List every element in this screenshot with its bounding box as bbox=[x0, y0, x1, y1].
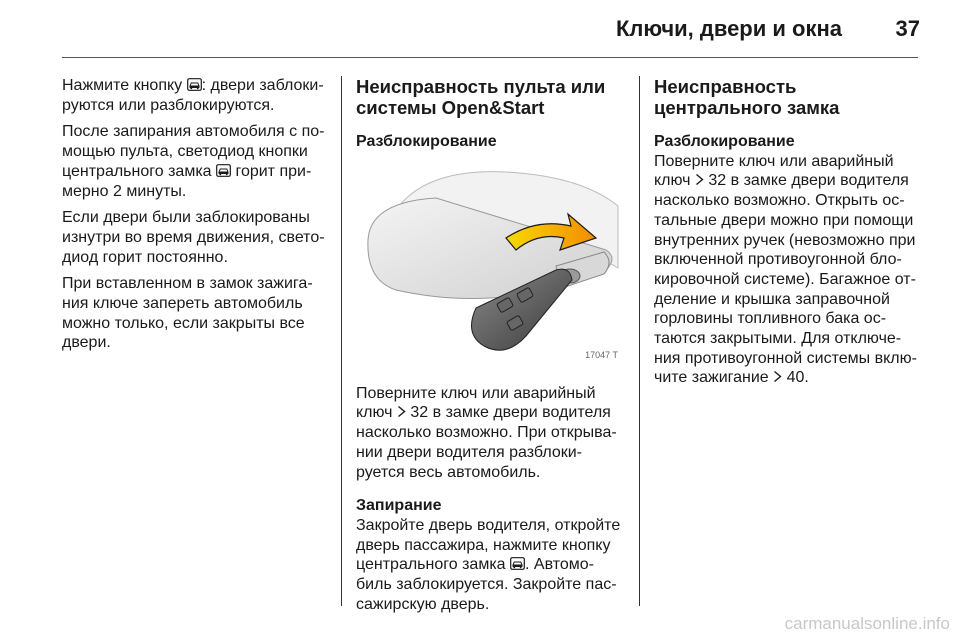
text-run: Закройте дверь водителя, откройте дверь пассажира, нажмите кнопку центрального замка bbox=[356, 516, 621, 574]
column-divider bbox=[639, 76, 640, 606]
text-run: : двери заблоки-руются или разблокируются. bbox=[62, 77, 324, 114]
text-run: . Автомо-биль заблокируется. Закройте пас-сажирскую дверь. bbox=[356, 556, 617, 613]
column-2 bbox=[356, 76, 626, 621]
header-rule bbox=[62, 57, 918, 58]
watermark: carmanualsonline.info bbox=[784, 614, 950, 633]
page-header-title: Ключи, двери и окна bbox=[616, 16, 842, 41]
paragraph bbox=[356, 384, 626, 483]
paragraph: При вставленном в замок зажига-ния ключе запереть автомобиль можно только, если закрыты все двери. bbox=[62, 275, 313, 352]
section-heading: Неисправность пульта или системы Open&Start bbox=[356, 76, 606, 118]
subheading: Разблокирование bbox=[356, 133, 497, 150]
figure-code: 17047 T bbox=[585, 350, 618, 360]
text-run: 32 в замке двери водителя насколько возможно. Открыть ос-тальные двери можно при помощи внутренних ручек (невозможно при включенной противоугонной бло-кировочной системе). Багажное от-деление и крышка заправочной горловины топливного бака ос-таются закрытыми. Для отключе-ния противоугонной системы вклю-чите зажигание bbox=[654, 172, 917, 387]
reference-arrow-icon bbox=[695, 173, 704, 186]
paragraph bbox=[62, 122, 328, 201]
paragraph bbox=[356, 516, 626, 615]
column-3 bbox=[654, 76, 924, 395]
car-lock-icon bbox=[510, 557, 525, 570]
reference-arrow-icon bbox=[773, 370, 782, 383]
subheading: Разблокирование bbox=[654, 133, 795, 150]
text-run: горит при-мерно 2 минуты. bbox=[62, 162, 312, 200]
reference-arrow-icon bbox=[397, 405, 406, 418]
key-in-door-lock-illustration bbox=[356, 158, 622, 368]
car-lock-icon bbox=[216, 164, 231, 177]
subheading: Запирание bbox=[356, 497, 442, 515]
text-run: После запирания автомобиля с по-мощью пульта, светодиод кнопки центрального замка bbox=[62, 123, 325, 180]
page-number: 37 bbox=[895, 16, 920, 41]
text-run: Нажмите кнопку bbox=[62, 77, 187, 94]
text-run: Поверните ключ или аварийный ключ bbox=[356, 384, 596, 422]
text-run: Поверните ключ или аварийный ключ bbox=[654, 152, 894, 190]
text-run: 32 в замке двери водителя насколько возможно. При открыва-нии двери водителя разблоки-руется весь автомобиль. bbox=[356, 404, 617, 481]
paragraph: Если двери были заблокированы изнутри во время движения, свето-диод горит постоянно. bbox=[62, 209, 325, 266]
car-lock-icon bbox=[187, 78, 202, 91]
section-heading: Неисправность центрального замка bbox=[654, 76, 840, 118]
door-handle-drawing bbox=[356, 158, 622, 368]
column-1 bbox=[62, 76, 328, 360]
column-divider bbox=[341, 76, 342, 606]
paragraph bbox=[62, 76, 328, 115]
paragraph bbox=[654, 152, 924, 388]
text-run: 40. bbox=[782, 369, 809, 387]
